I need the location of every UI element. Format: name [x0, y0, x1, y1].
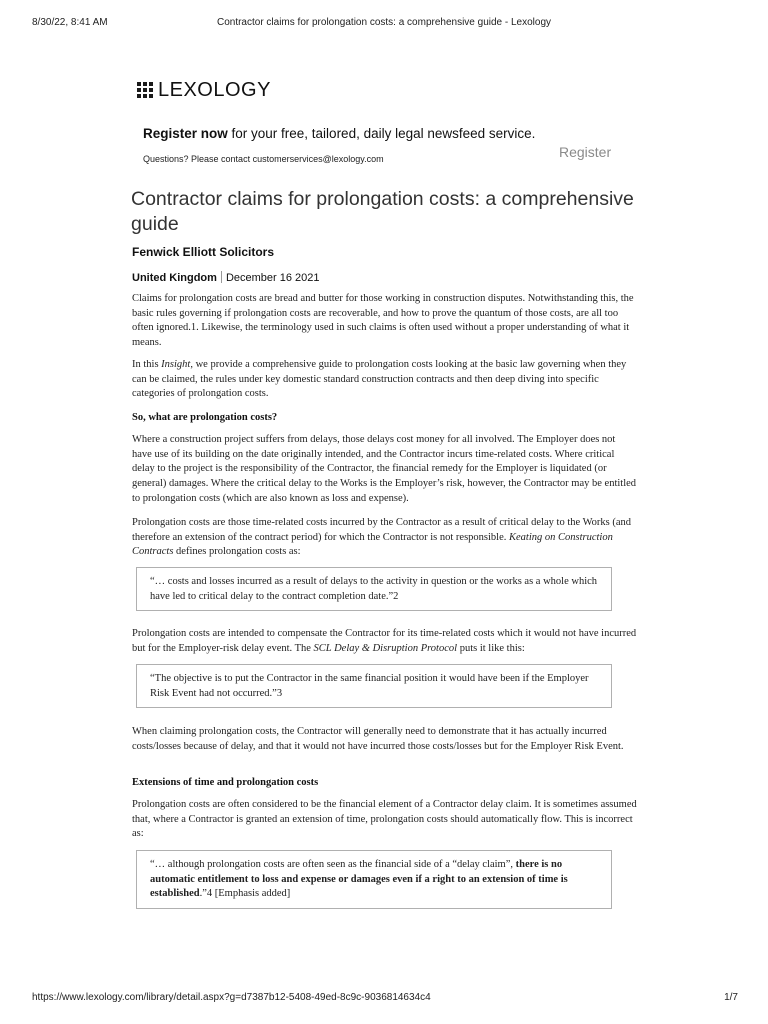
scl-protocol-citation: SCL Delay & Disruption Protocol — [313, 642, 458, 654]
print-title: Contractor claims for prolongation costs: a comprehensive guide - Lexology — [216, 17, 552, 28]
register-prompt — [143, 126, 623, 141]
paragraph-financial-element: Prolongation costs are often considered to be the financial element of a Contractor delay claim. It is sometimes assumed that, where a Contractor is granted an extension of time, prolongation costs should automatically flow. This is incorrect as: — [132, 799, 637, 840]
logo-text: LEXOLOGY — [158, 78, 271, 101]
contact-text: Questions? Please contact customerservices@lexology.com — [143, 154, 384, 164]
heading-extensions-of-time: Extensions of time and prolongation costs — [132, 777, 319, 788]
register-banner — [143, 126, 623, 166]
lexology-logo[interactable] — [137, 80, 271, 100]
print-date: 8/30/22, 8:41 AM — [32, 17, 108, 28]
register-prompt-text: for your free, tailored, daily legal newsfeed service. — [227, 126, 536, 141]
paragraph-definition: Prolongation costs are those time-related costs incurred by the Contractor as a result of critical delay to the Works (and therefore an extension of the contract period) for which the Contractor is not responsible. Keating on Construction Contracts defines prolongation costs as: — [132, 517, 632, 558]
quote-keating: “… costs and losses incurred as a result of delays to the activity in question or the works as a whole which have led to critical delay to the contract completion date.”2 — [136, 567, 612, 611]
article-date: December 16 2021 — [225, 272, 320, 284]
article-title: Contractor claims for prolongation costs: a comprehensive guide — [131, 188, 634, 235]
print-url: https://www.lexology.com/library/detail.aspx?g=d7387b12-5408-49ed-8c9c-9036814634c4 — [32, 992, 431, 1003]
register-button[interactable]: Register — [559, 144, 612, 160]
paragraph-insight: In this Insight, we provide a comprehensive guide to prolongation costs looking at the basic law governing when they can be claimed, the rules under key domestic standard construction contracts and then deep diving into specific categories of prolongation costs. — [132, 359, 627, 400]
article-author[interactable]: Fenwick Elliott Solicitors — [132, 245, 275, 259]
page-number: 1/7 — [724, 992, 738, 1003]
insight-emphasis: Insight — [161, 359, 191, 370]
heading-what-are-prolongation-costs: So, what are prolongation costs? — [132, 412, 278, 423]
keating-citation: Keating on Construction Contracts — [132, 531, 613, 558]
print-header — [0, 17, 768, 31]
article-meta — [132, 271, 320, 284]
paragraph-compensation: Prolongation costs are intended to compensate the Contractor for its time-related costs which it would not have incurred but for the Employer-risk delay event. The SCL Delay & Disruption Protocol puts it like this: — [132, 628, 637, 654]
paragraph-demonstrate-costs: When claiming prolongation costs, the Contractor will generally need to demonstrate that it has actually incurred costs/losses because of delay, and that it would not have incurred those costs/losses but for the Employer Risk Event. — [132, 726, 624, 752]
emphasized-text: there is no automatic entitlement to loss and expense or damages even if a right to an extension of time is established — [150, 859, 568, 900]
paragraph-delays: Where a construction project suffers from delays, those delays cost money for all involved. The Employer does not have use of its building on the date originally intended, and the Contractor incurs time-related costs. Where critical delay to the project is the responsibility of the Contractor, the financial remedy for the Employer is liquidated (or general) damages. Where the critical delay to the Works is the Employer’s risk, however, the Contractor may be entitled to prolongation costs (which are also known as loss and expense). — [132, 434, 637, 504]
quote-scl-protocol: “The objective is to put the Contractor in the same financial position it would have been if the Employer Risk Event had not occurred.”3 — [136, 664, 612, 708]
lexology-logo-icon — [137, 82, 153, 98]
meta-divider — [221, 271, 222, 283]
article-country[interactable]: United Kingdom — [132, 272, 217, 284]
paragraph-intro: Claims for prolongation costs are bread and butter for those working in construction disputes. Notwithstanding this, the basic rules governing if prolongation costs are recoverable, and how to prove the quantum of those costs, are all too often ignored.1. Likewise, the terminology used in such claims is often used without a proper understanding of what it means. — [132, 293, 634, 349]
quote-emphasis: “… although prolongation costs are often seen as the financial side of a “delay claim”, there is no automatic entitlement to loss and expense or damages even if a right to an extension of time is established.”4 [Emphasis added] — [136, 850, 612, 909]
print-footer — [0, 992, 768, 1006]
register-now-label: Register now — [143, 126, 228, 141]
